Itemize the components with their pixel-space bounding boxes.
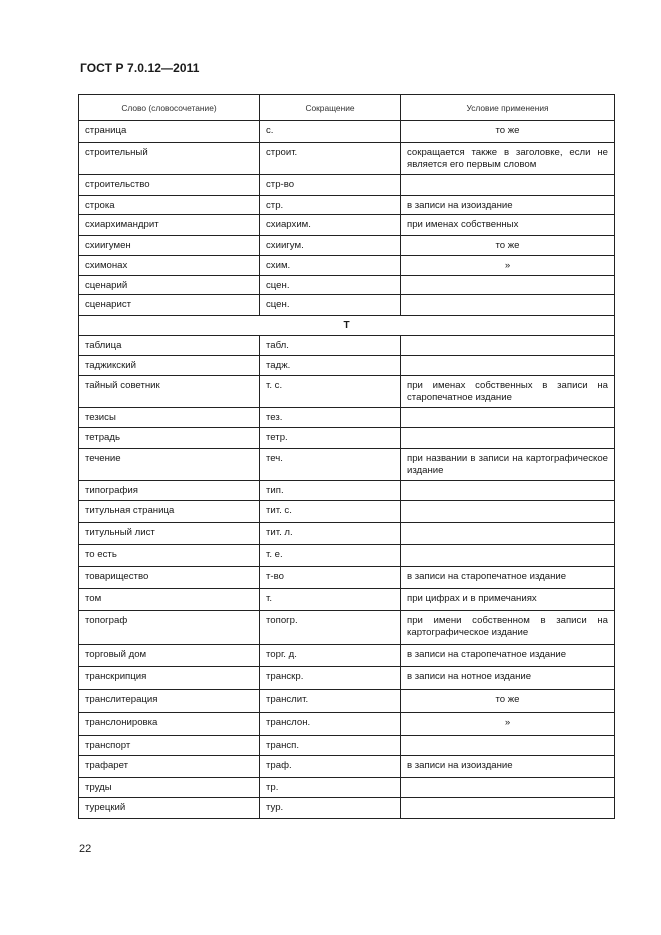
cell-condition: то же [401, 690, 615, 713]
cell-condition: сокращается также в заголовке, если не является его первым словом [401, 143, 615, 175]
table-row [79, 215, 615, 236]
cell-condition [401, 356, 615, 376]
cell-abbreviation: т. [260, 589, 401, 611]
cell-condition [401, 276, 615, 295]
cell-word: топограф [79, 611, 260, 645]
table-row [79, 143, 615, 175]
cell-word: схиархимандрит [79, 215, 260, 236]
table-row [79, 756, 615, 778]
table-row [79, 408, 615, 428]
cell-condition: при цифрах и в примечаниях [401, 589, 615, 611]
column-header-abbreviation: Сокращение [260, 95, 401, 121]
cell-word: то есть [79, 545, 260, 567]
table-row [79, 121, 615, 143]
table-row [79, 798, 615, 819]
cell-word: титульный лист [79, 523, 260, 545]
cell-word: товарищество [79, 567, 260, 589]
table-row [79, 545, 615, 567]
cell-abbreviation: схим. [260, 256, 401, 276]
cell-condition [401, 798, 615, 819]
cell-abbreviation: т. е. [260, 545, 401, 567]
cell-abbreviation: тетр. [260, 428, 401, 449]
cell-condition: при имени собственном в записи на картографическое издание [401, 611, 615, 645]
table-row [79, 295, 615, 316]
cell-word: транслонировка [79, 713, 260, 736]
table-row [79, 713, 615, 736]
cell-condition [401, 736, 615, 756]
cell-abbreviation: тит. л. [260, 523, 401, 545]
cell-abbreviation: т. с. [260, 376, 401, 408]
section-letter: Т [79, 316, 615, 336]
cell-abbreviation: транслон. [260, 713, 401, 736]
table-header-row [79, 95, 615, 121]
cell-abbreviation: торг. д. [260, 645, 401, 667]
cell-abbreviation: схиархим. [260, 215, 401, 236]
cell-abbreviation: стр. [260, 196, 401, 215]
cell-word: строительный [79, 143, 260, 175]
table-row [79, 589, 615, 611]
cell-word: таджикский [79, 356, 260, 376]
cell-condition [401, 501, 615, 523]
table-row [79, 175, 615, 196]
cell-abbreviation: тадж. [260, 356, 401, 376]
table-row [79, 523, 615, 545]
cell-word: схиигумен [79, 236, 260, 256]
cell-word: турецкий [79, 798, 260, 819]
cell-abbreviation: транскр. [260, 667, 401, 690]
cell-abbreviation: тр. [260, 778, 401, 798]
cell-abbreviation: тип. [260, 481, 401, 501]
cell-word: титульная страница [79, 501, 260, 523]
cell-abbreviation: схиигум. [260, 236, 401, 256]
table-row [79, 501, 615, 523]
table-row [79, 236, 615, 256]
table-row [79, 336, 615, 356]
cell-word: тезисы [79, 408, 260, 428]
cell-abbreviation: сцен. [260, 276, 401, 295]
cell-condition: в записи на старопечатное издание [401, 645, 615, 667]
table-row [79, 376, 615, 408]
cell-condition [401, 175, 615, 196]
cell-condition: » [401, 256, 615, 276]
cell-word: типография [79, 481, 260, 501]
cell-word: тайный советник [79, 376, 260, 408]
cell-condition: при названии в записи на картографическое издание [401, 449, 615, 481]
cell-abbreviation: сцен. [260, 295, 401, 316]
table-row [79, 256, 615, 276]
cell-abbreviation: т-во [260, 567, 401, 589]
cell-condition: » [401, 713, 615, 736]
cell-condition: в записи на нотное издание [401, 667, 615, 690]
section-letter-row [79, 316, 615, 336]
cell-abbreviation: теч. [260, 449, 401, 481]
cell-word: тетрадь [79, 428, 260, 449]
cell-word: транслитерация [79, 690, 260, 713]
cell-word: трафарет [79, 756, 260, 778]
abbreviation-table [78, 94, 615, 819]
table-row [79, 778, 615, 798]
cell-abbreviation: тез. [260, 408, 401, 428]
cell-condition: в записи на изоиздание [401, 756, 615, 778]
cell-word: труды [79, 778, 260, 798]
cell-condition [401, 408, 615, 428]
cell-abbreviation: транслит. [260, 690, 401, 713]
cell-abbreviation: топогр. [260, 611, 401, 645]
cell-abbreviation: тит. с. [260, 501, 401, 523]
cell-condition: в записи на старопечатное издание [401, 567, 615, 589]
cell-condition [401, 523, 615, 545]
table-row [79, 428, 615, 449]
page-number: 22 [79, 843, 92, 855]
page-title: ГОСТ Р 7.0.12—2011 [80, 61, 200, 75]
cell-word: транскрипция [79, 667, 260, 690]
cell-abbreviation: стр-во [260, 175, 401, 196]
table-row [79, 736, 615, 756]
cell-abbreviation: строит. [260, 143, 401, 175]
cell-abbreviation: с. [260, 121, 401, 143]
cell-condition [401, 428, 615, 449]
cell-word: том [79, 589, 260, 611]
table-body [79, 121, 615, 819]
cell-word: схимонах [79, 256, 260, 276]
cell-abbreviation: траф. [260, 756, 401, 778]
cell-condition: в записи на изоиздание [401, 196, 615, 215]
table-row [79, 276, 615, 295]
table-row [79, 690, 615, 713]
cell-abbreviation: трансп. [260, 736, 401, 756]
cell-word: транспорт [79, 736, 260, 756]
cell-condition: при именах собственных [401, 215, 615, 236]
cell-word: строка [79, 196, 260, 215]
cell-abbreviation: табл. [260, 336, 401, 356]
cell-condition [401, 545, 615, 567]
table-row [79, 611, 615, 645]
cell-condition: то же [401, 236, 615, 256]
cell-condition [401, 481, 615, 501]
cell-word: строительство [79, 175, 260, 196]
table-row [79, 356, 615, 376]
cell-word: сценарист [79, 295, 260, 316]
cell-condition [401, 336, 615, 356]
column-header-word: Слово (словосочетание) [79, 95, 260, 121]
cell-condition: то же [401, 121, 615, 143]
cell-condition [401, 295, 615, 316]
table-row [79, 481, 615, 501]
cell-word: течение [79, 449, 260, 481]
table-row [79, 196, 615, 215]
cell-word: таблица [79, 336, 260, 356]
cell-condition: при именах собственных в записи на старопечатное издание [401, 376, 615, 408]
table-row [79, 645, 615, 667]
table-row [79, 449, 615, 481]
column-header-condition: Условие применения [401, 95, 615, 121]
table-row [79, 567, 615, 589]
table-row [79, 667, 615, 690]
cell-abbreviation: тур. [260, 798, 401, 819]
cell-condition [401, 778, 615, 798]
cell-word: сценарий [79, 276, 260, 295]
cell-word: торговый дом [79, 645, 260, 667]
cell-word: страница [79, 121, 260, 143]
